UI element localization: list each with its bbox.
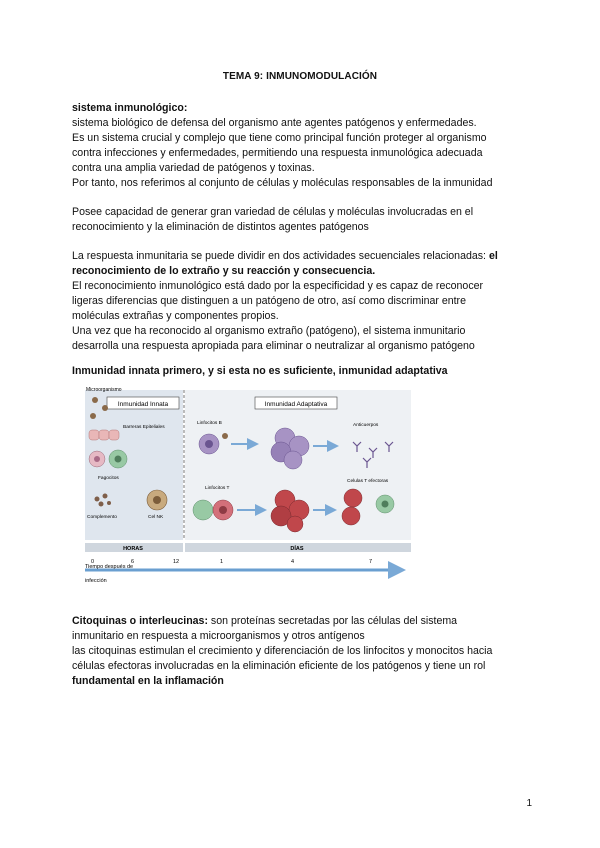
page-number: 1 [526, 798, 532, 809]
paragraph-line: las citoquinas estimulan el crecimiento y diferenciación de los linfocitos y monocitos hacia [72, 645, 493, 657]
complement-label: Complemento [87, 515, 117, 520]
paragraph-line: El reconocimiento inmunológico está dado por la especificidad y es capaz de reconocer [72, 280, 484, 292]
section-capacity [72, 205, 532, 235]
nk-label: Cel NK [148, 515, 164, 520]
tick-label: 7 [369, 559, 373, 565]
inline-text: La respuesta inmunitaria se puede dividir en dos actividades secuenciales relacionadas: [72, 250, 489, 262]
microorganism-label: Microorganismo [86, 387, 122, 393]
epithelial-barrier-icon [89, 430, 119, 440]
section-immune-system [72, 101, 532, 191]
days-label: DÍAS [290, 546, 304, 552]
hours-label: HORAS [123, 546, 143, 552]
phagocytes-label: Fagocitos [98, 476, 119, 481]
paragraph-line: ligeras diferencias que distinguen a un patógeno de otro, así como discriminar entre [72, 295, 466, 307]
paragraph-line: contra infecciones y enfermedades, permitiendo una respuesta inmunológica adecuada [72, 147, 483, 159]
effector-cells-label: Celulas T efectoras [347, 479, 389, 484]
paragraph-line: Una vez que ha reconocido al organismo extraño (patógeno), el sistema inmunitario [72, 325, 466, 337]
tick-label: 4 [291, 559, 295, 565]
paragraph-line [72, 249, 532, 264]
paragraph-line: desarrolla una respuesta apropiada para eliminar o neutralizar al organismo patógeno [72, 340, 475, 352]
tick-label: 12 [173, 559, 180, 565]
paragraph-line-bold: reconocimiento de lo extraño y su reacción y consecuencia. [72, 265, 376, 277]
innate-immunity-label: Inmunidad Innata [117, 401, 169, 408]
b-cells-label: Linfocitos B [197, 421, 222, 426]
time-axis-label: Tiempo después de [85, 564, 134, 570]
antibodies-label: Anticuerpos [353, 423, 379, 428]
paragraph-line: células efectoras involucradas en la eliminación eficiente de los patógenos y tiene un rol [72, 660, 486, 672]
paragraph-line-bold: fundamental en la inflamación [72, 675, 224, 687]
time-axis-label-2: infección [85, 578, 107, 584]
paragraph-line: Posee capacidad de generar gran variedad de células y moléculas involucradas en el [72, 206, 474, 218]
t-cells-label: Linfocitos T [205, 486, 230, 491]
tick-label: 6 [131, 559, 135, 565]
immune-response-figure [85, 386, 411, 587]
section-heading: sistema inmunológico: [72, 102, 188, 114]
tick-label: 1 [220, 559, 224, 565]
paragraph-line: reconocimiento y la eliminación de distintos agentes patógenos [72, 221, 369, 233]
section-cytokines [72, 614, 532, 689]
inline-bold: Citoquinas o interleucinas: [72, 615, 208, 627]
paragraph-line: contra una amplia variedad de patógenos y toxinas. [72, 162, 315, 174]
adaptive-immunity-label: Inmunidad Adaptativa [264, 401, 328, 408]
inline-text: son proteínas secretadas por las células del sistema [207, 615, 458, 627]
paragraph-line: inmunitario en respuesta a microorganismos y otros antígenos [72, 630, 365, 642]
barriers-label: Barreras Epiteliales [123, 425, 165, 430]
tick-label: 0 [91, 559, 95, 565]
section-heading-innate-adaptive: Inmunidad innata primero, y si esta no es suficiente, inmunidad adaptativa [72, 365, 448, 377]
nk-cell-icon [147, 490, 167, 510]
paragraph-line [72, 614, 532, 629]
paragraph-line: Es un sistema crucial y complejo que tiene como principal función proteger al organismo [72, 132, 487, 144]
paragraph-line: moléculas extrañas y componentes propios. [72, 310, 279, 322]
paragraph-line: Por tanto, nos referimos al conjunto de células y moléculas responsables de la inmunidad [72, 177, 493, 189]
section-response [72, 249, 532, 354]
paragraph-line: sistema biológico de defensa del organismo ante agentes patógenos y enfermedades. [72, 117, 477, 129]
page-title: TEMA 9: INMUNOMODULACIÓN [222, 71, 378, 82]
inline-bold: el [488, 250, 498, 262]
